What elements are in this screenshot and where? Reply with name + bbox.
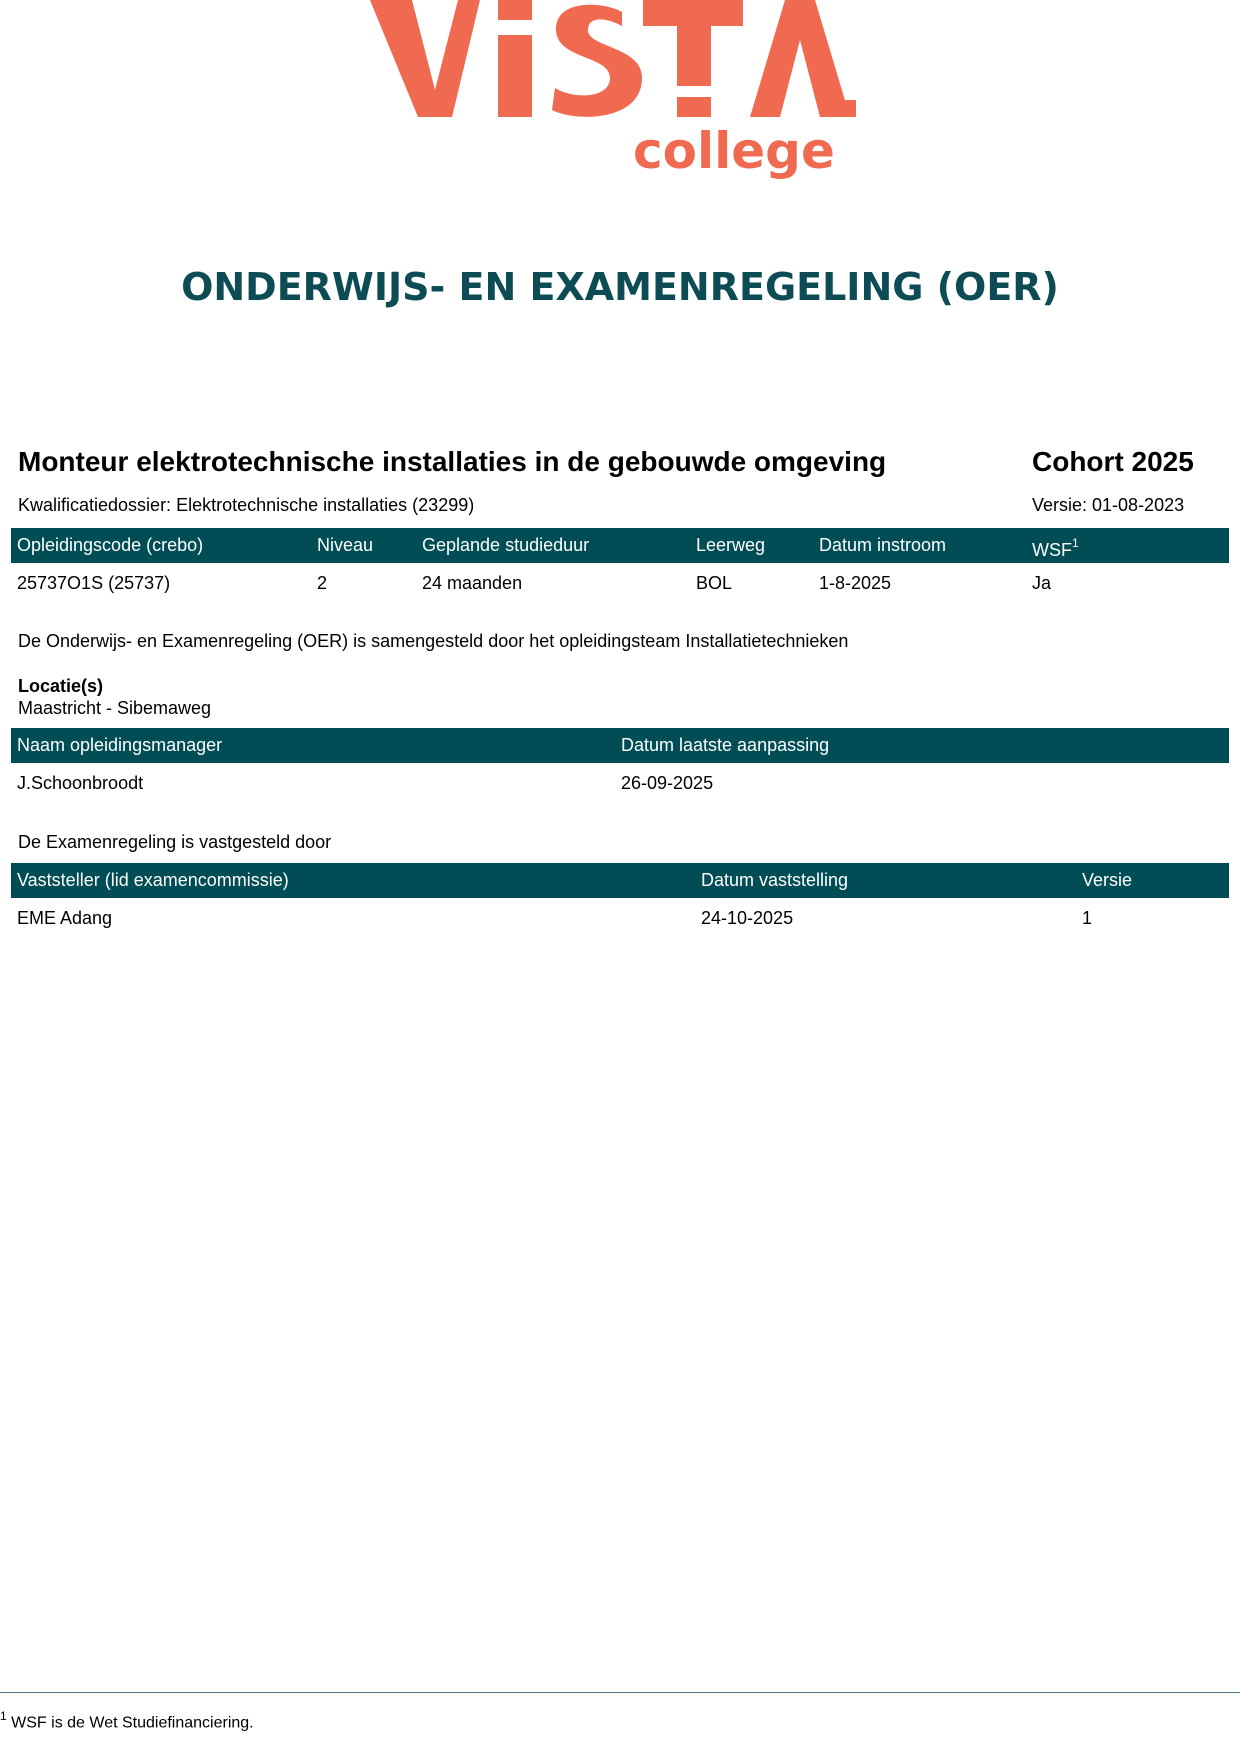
- header-datum-instroom: Datum instroom: [819, 535, 947, 555]
- cell-approval-date: 24-10-2025: [701, 908, 794, 928]
- manager-table-header: [11, 728, 1229, 763]
- location-label: Locatie(s): [18, 676, 104, 696]
- approval-table-header: [11, 863, 1229, 898]
- header-approval-date: Datum vaststelling: [701, 870, 849, 890]
- header-approver: Vaststeller (lid examencommissie): [17, 870, 289, 890]
- cell-last-modified: 26-09-2025: [621, 773, 714, 793]
- location-value: Maastricht - Sibemaweg: [18, 698, 212, 718]
- established-by-text: De Examenregeling is vastgesteld door: [18, 832, 332, 852]
- program-table-header: [11, 528, 1229, 563]
- table-row: [11, 898, 1229, 938]
- logo-letter-t-bar: [643, 0, 743, 26]
- logo-letter-i-dot: [498, 0, 532, 20]
- header-manager-name: Naam opleidingsmanager: [17, 735, 223, 755]
- footnote-mark: 1: [0, 1709, 7, 1723]
- logo-letter-v: [370, 0, 480, 117]
- table-row: [11, 563, 1229, 603]
- cohort-label: Cohort 2025: [1032, 446, 1194, 477]
- qualification-dossier: Kwalificatiedossier: Elektrotechnische installaties (23299): [18, 495, 475, 515]
- header-leerweg: Leerweg: [696, 535, 766, 555]
- composed-by-text: De Onderwijs- en Examenregeling (OER) is samengesteld door het opleidingsteam Installatietechnieken: [18, 631, 849, 651]
- version-label: Versie: 01-08-2023: [1032, 495, 1185, 515]
- logo-letter-s: [552, 5, 642, 117]
- cell-leerweg: BOL: [696, 573, 733, 593]
- program-table: [11, 528, 1229, 603]
- footnote-divider: [0, 1692, 1240, 1693]
- cell-niveau: 2: [317, 573, 328, 593]
- header-niveau: Niveau: [317, 535, 374, 555]
- cell-datum-instroom: 1-8-2025: [819, 573, 892, 593]
- header-crebo: Opleidingscode (crebo): [17, 535, 204, 555]
- footnote: [0, 1710, 254, 1732]
- header-last-modified: Datum laatste aanpassing: [621, 735, 830, 755]
- cell-version: 1: [1082, 908, 1093, 928]
- logo-letter-a: [750, 0, 850, 117]
- footnote-ref: 1: [1072, 536, 1079, 550]
- program-name: Monteur elektrotechnische installaties in de gebouwde omgeving: [18, 446, 887, 477]
- document-title: ONDERWIJS- EN EXAMENREGELING (OER): [181, 265, 1059, 309]
- footnote-text: WSF is de Wet Studiefinanciering.: [11, 1714, 254, 1732]
- header-wsf-label: WSF: [1032, 540, 1072, 560]
- manager-table: [11, 728, 1229, 803]
- logo-subtitle: college: [633, 122, 835, 180]
- header-studieduur: Geplande studieduur: [422, 535, 590, 555]
- logo-letter-t-stem: [677, 26, 711, 86]
- vista-college-logo: [360, 0, 880, 205]
- table-row: [11, 763, 1229, 803]
- header-wsf: [1032, 528, 1079, 568]
- cell-studieduur: 24 maanden: [422, 573, 523, 593]
- approval-table: [11, 863, 1229, 938]
- logo-letter-a-foot: [826, 100, 856, 117]
- cell-manager-name: J.Schoonbroodt: [17, 773, 144, 793]
- header-version: Versie: [1082, 870, 1133, 890]
- cell-crebo: 25737O1S (25737): [17, 573, 171, 593]
- logo-letter-i-stem: [498, 35, 532, 117]
- logo-letter-t-dot: [677, 97, 711, 117]
- cell-wsf: Ja: [1032, 573, 1052, 593]
- cell-approver: EME Adang: [17, 908, 113, 928]
